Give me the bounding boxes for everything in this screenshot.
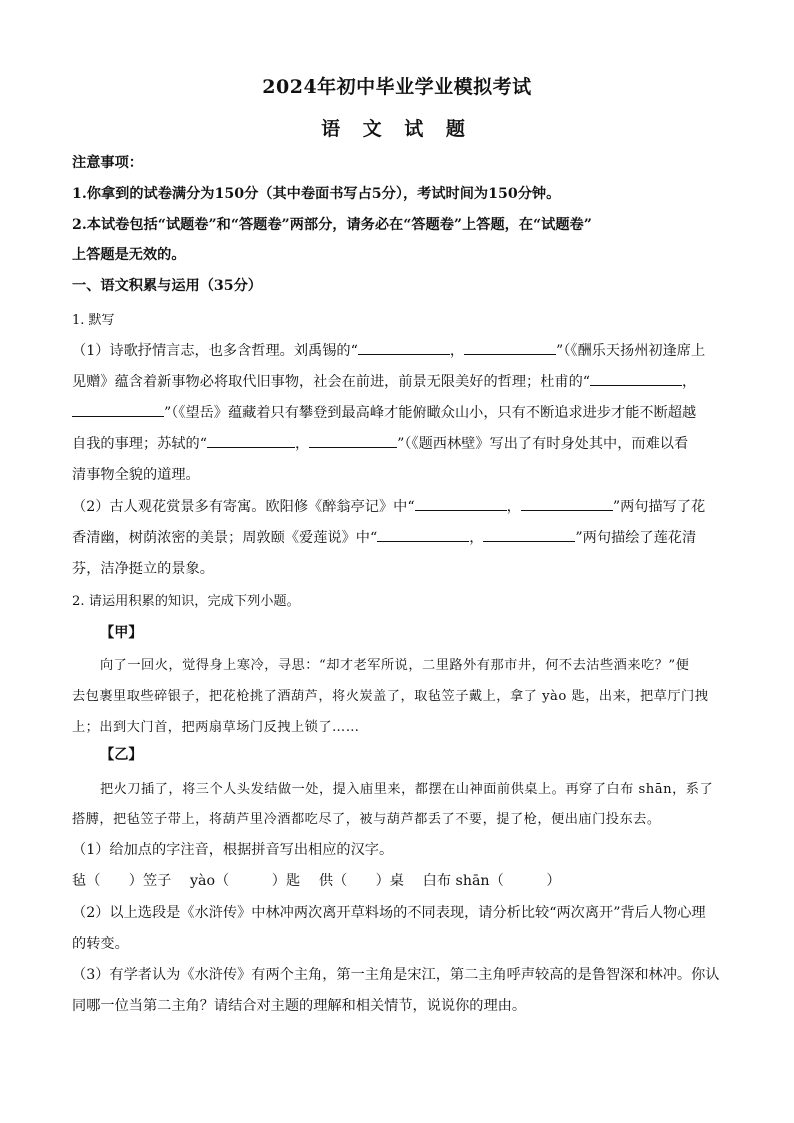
answer-blank[interactable]: [207, 435, 295, 448]
text: ”（《望岳》蕴藏着只有攀登到最高峰才能俯瞰众山小，只有不断追求进步才能不断超越: [164, 405, 697, 421]
excerpt-yi-heading: 【乙】: [100, 747, 143, 763]
answer-blank[interactable]: [483, 529, 575, 542]
text: ，: [449, 343, 465, 359]
q1-p2-line1: [72, 496, 722, 516]
q1-p1-line5: 清事物全貌的道理。: [72, 467, 200, 483]
excerpt-jia-heading: 【甲】: [100, 625, 143, 641]
text: ，: [469, 530, 484, 546]
notice-item-2b: 上答题是无效的。: [72, 247, 186, 263]
text: ”（《题西林壁》写出了有时身处其中，而难以看: [397, 436, 689, 452]
answer-blank[interactable]: [464, 342, 556, 355]
text: 见赠》蕴含着新事物必将取代旧事物，社会在前进，前景无限美好的哲理；杜甫的“: [72, 374, 591, 390]
text: ，: [506, 499, 521, 515]
q1-p2-line3: 芬，洁净挺立的景象。: [72, 561, 214, 577]
q1-p1-line4: [72, 433, 722, 453]
q1-label: 1. 默写: [72, 313, 115, 328]
q2-sub1-items: 毡（ ）笠子 yào（ ）匙 供（ ）桌 白布 shān（ ）: [72, 873, 561, 889]
answer-blank[interactable]: [358, 342, 450, 355]
text: （2）古人观花赏景多有寄寓。欧阳修《醉翁亭记》中“: [72, 499, 415, 515]
text: 香清幽，树荫浓密的美景；周敦颐《爱莲说》中“: [72, 530, 378, 546]
text: ”两句描绘了莲花清: [575, 530, 697, 546]
q2-sub3-line2: 同哪一位当第二主角？请结合对主题的理解和相关情节，说说你的理由。: [72, 998, 527, 1014]
q1-p1-line1: [72, 340, 722, 360]
q2-label: 2. 请运用积累的知识，完成下列小题。: [72, 594, 300, 609]
excerpt-jia-line3: 上；出到大门首，把两扇草场门反拽上锁了……: [72, 720, 360, 735]
answer-blank[interactable]: [309, 435, 397, 448]
notice-item-1: 1.你拿到的试卷满分为150分（其中卷面书写占5分），考试时间为150分钟。: [72, 186, 561, 202]
text: 自我的事理；苏轼的“: [72, 436, 207, 452]
q2-sub3-line1: （3）有学者认为《水浒传》有两个主角，第一主角是宋江，第二主角呼声较高的是鲁智深和林冲。你认: [72, 967, 720, 983]
text: ”（《酬乐天扬州初逢席上: [556, 343, 706, 359]
q1-p1-line3: [72, 402, 722, 422]
text: ，: [682, 374, 697, 390]
exam-title: 2024年初中毕业学业模拟考试: [262, 76, 532, 98]
notice-heading: 注意事项：: [72, 155, 143, 171]
answer-blank[interactable]: [72, 404, 164, 417]
q2-sub1: （1）给加点的字注音，根据拼音写出相应的汉字。: [72, 842, 394, 858]
q2-sub2-line1: （2）以上选段是《水浒传》中林冲两次离开草料场的不同表现，请分析比较“两次离开”背后人物心理: [72, 905, 706, 921]
excerpt-yi-line2: 搭膊，把毡笠子带上，将葫芦里冷酒都吃尽了，被与葫芦都丢了不要，提了枪，便出庙门投东去。: [72, 812, 661, 827]
answer-blank[interactable]: [590, 373, 682, 386]
text: ”两句描写了花: [612, 499, 706, 515]
notice-item-2a: 2.本试卷包括“试题卷”和“答题卷”两部分，请务必在“答题卷”上答题，在“试题卷”: [72, 217, 592, 233]
q1-p1-line2: [72, 371, 722, 391]
answer-blank[interactable]: [521, 498, 613, 511]
q1-p2-line2: [72, 527, 722, 547]
answer-blank[interactable]: [377, 529, 469, 542]
exam-subtitle: 语 文 试 题: [321, 118, 473, 140]
q2-sub2-line2: 的转变。: [72, 936, 129, 952]
section-1-heading: 一、语文积累与运用（35分）: [72, 278, 262, 294]
answer-blank[interactable]: [415, 498, 507, 511]
text: （1）诗歌抒情言志，也多含哲理。刘禹锡的“: [72, 343, 358, 359]
excerpt-jia-line2: 去包裹里取些碎银子，把花枪挑了酒葫芦，将火炭盖了，取毡笠子戴上，拿了 yào 匙，出来，把草厅门拽: [72, 689, 709, 704]
text: ，: [294, 436, 310, 452]
excerpt-yi-line1: 把火刀插了，将三个人头发结做一处，提入庙里来，都摆在山神面前供桌上。再穿了白布 shān，系了: [100, 782, 714, 797]
excerpt-jia-line1: 向了一回火，觉得身上寒冷，寻思：“却才老军所说，二里路外有那市井，何不去沽些酒来吃？”便: [100, 658, 690, 673]
